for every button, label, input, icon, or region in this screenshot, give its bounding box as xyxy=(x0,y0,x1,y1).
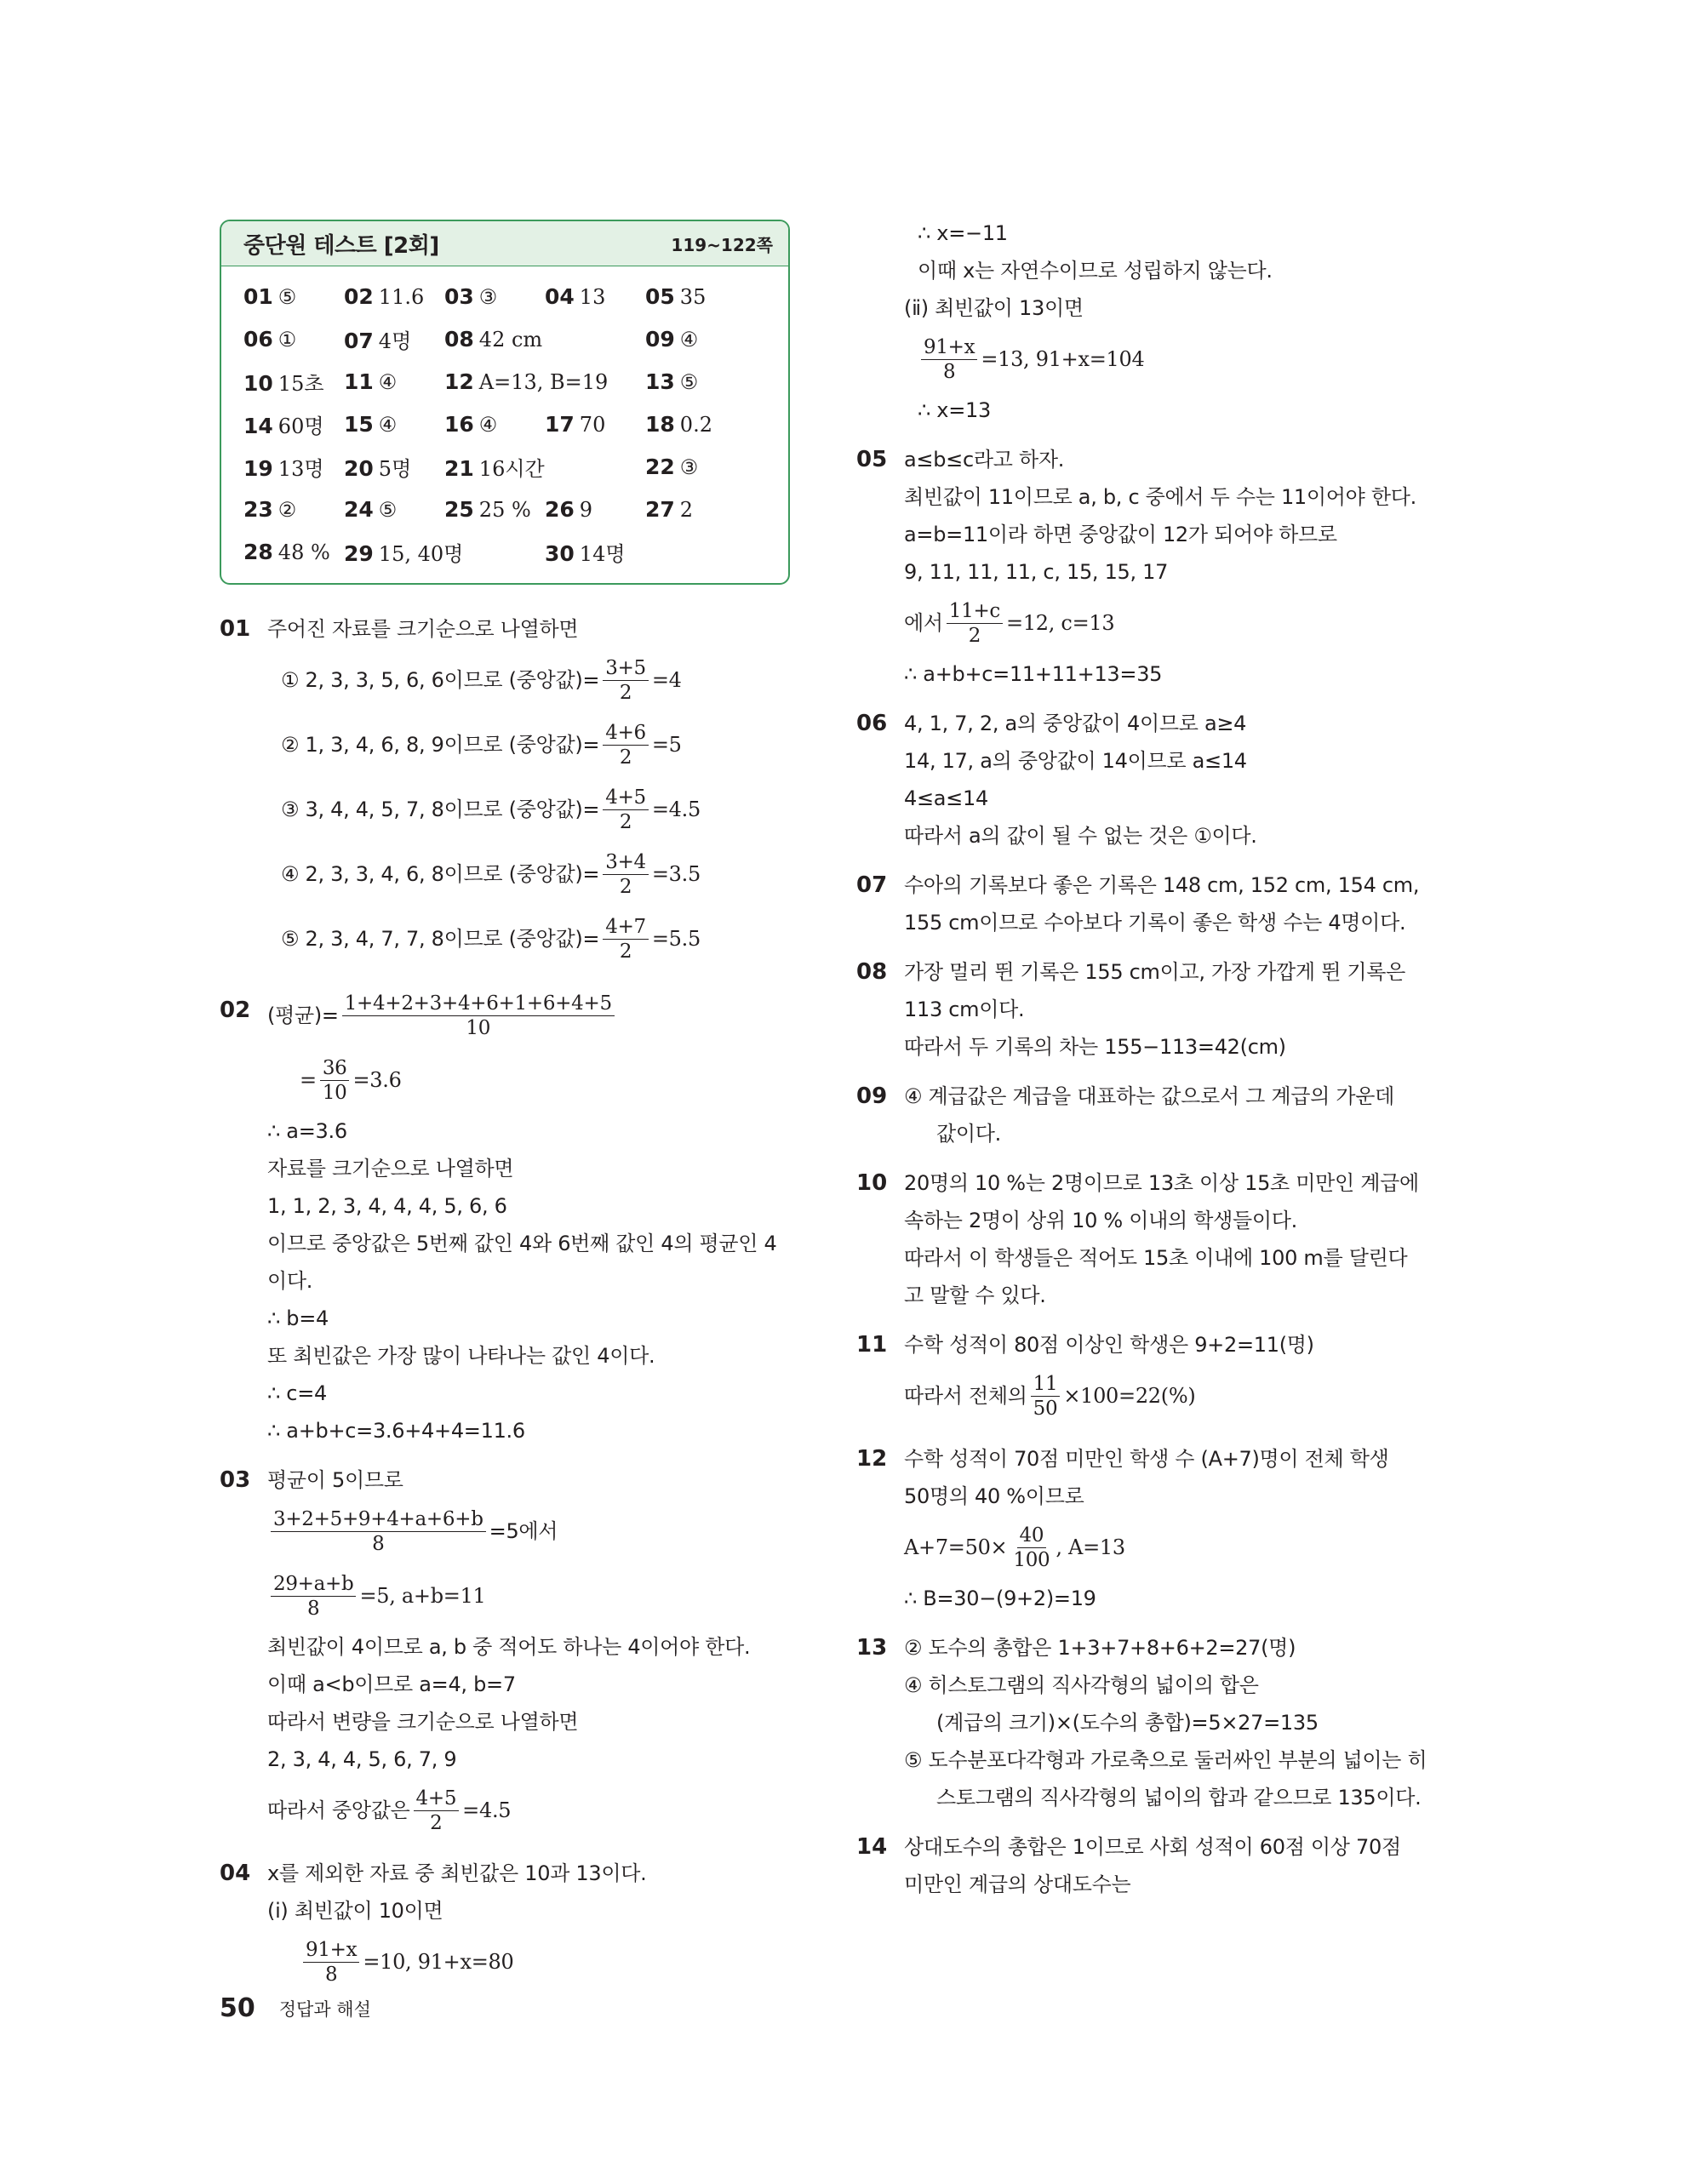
fraction xyxy=(947,599,1003,648)
formula-line xyxy=(267,648,798,712)
denominator: 2 xyxy=(619,681,632,704)
problem-number: 12 xyxy=(856,1446,888,1472)
formula-result: =10, 91+x=80 xyxy=(363,1950,514,1974)
answer-value: 15초 xyxy=(277,371,324,396)
text-line: ∴ b=4 xyxy=(267,1306,329,1330)
answer-number: 07 xyxy=(344,328,374,353)
text-line: 고 말할 수 있다. xyxy=(904,1284,1046,1307)
denominator: 2 xyxy=(430,1811,443,1834)
answer-cell xyxy=(243,540,344,564)
numerator: 91+x xyxy=(303,1938,359,1963)
answer-value: 13명 xyxy=(277,456,324,481)
numerator: 11+c xyxy=(947,599,1003,624)
text-line: 이다. xyxy=(267,1269,313,1293)
fraction xyxy=(342,992,615,1040)
text-line: 이때 x는 자연수이므로 성립하지 않는다. xyxy=(918,259,1273,283)
answer-cell xyxy=(645,497,746,522)
text-line: 최빈값이 4이므로 a, b 중 적어도 하나는 4이어야 한다. xyxy=(267,1635,751,1659)
answer-number: 29 xyxy=(344,540,374,566)
numerator: 3+5 xyxy=(603,656,649,681)
problem-body xyxy=(904,214,1444,429)
text-line: 수학 성적이 70점 미만인 학생 수 (A+7)명이 전체 학생 xyxy=(904,1447,1389,1471)
formula-line xyxy=(267,1499,798,1564)
answer-box-title: 중단원 테스트 [2회] xyxy=(243,232,439,259)
text-line: ∴ x=13 xyxy=(918,398,991,422)
fraction xyxy=(603,786,649,834)
formula-result: ×100=22(%) xyxy=(1063,1384,1196,1408)
denominator: 100 xyxy=(1013,1548,1050,1571)
answer-number: 09 xyxy=(645,326,675,352)
formula-prefix: ③ 3, 4, 4, 5, 7, 8이므로 (중앙값)= xyxy=(281,798,600,821)
problem-07 xyxy=(856,866,1444,941)
fraction xyxy=(271,1507,486,1556)
numerator: 29+a+b xyxy=(271,1572,356,1597)
page-number: 50 xyxy=(220,1993,255,2023)
answer-cell xyxy=(444,497,545,522)
problem-14 xyxy=(856,1828,1444,1903)
text-line: 4, 1, 7, 2, a의 중앙값이 4이므로 a≥4 xyxy=(904,712,1247,735)
denominator: 8 xyxy=(942,360,956,383)
text-line: 값이다. xyxy=(936,1122,1001,1146)
problem-11 xyxy=(856,1326,1444,1428)
answer-number: 24 xyxy=(344,496,374,522)
answer-number: 10 xyxy=(243,370,273,396)
answer-value: ⑤ xyxy=(679,369,699,394)
problem-09 xyxy=(856,1078,1444,1152)
problem-05 xyxy=(856,441,1444,693)
answer-cell xyxy=(645,327,746,352)
answer-row xyxy=(243,488,788,530)
text-line: 1, 1, 2, 3, 4, 4, 4, 5, 6, 6 xyxy=(267,1194,507,1218)
text-line: 2, 3, 4, 4, 5, 6, 7, 9 xyxy=(267,1747,457,1771)
numerator: 91+x xyxy=(921,335,977,360)
answer-value: ③ xyxy=(478,284,498,309)
answer-cell xyxy=(645,369,746,394)
answer-value: 16시간 xyxy=(478,456,545,481)
text-line: ④ 히스토그램의 직사각형의 넓이의 합은 xyxy=(904,1673,1259,1697)
answer-number: 25 xyxy=(444,496,474,522)
formula-result: =5에서 xyxy=(489,1519,558,1543)
problem-number: 04 xyxy=(220,1861,251,1886)
problem-number: 01 xyxy=(220,616,251,642)
answer-cell xyxy=(243,452,344,482)
fraction xyxy=(303,1938,359,1987)
denominator: 50 xyxy=(1033,1397,1058,1420)
problem-body xyxy=(904,1629,1444,1816)
formula-result: =4.5 xyxy=(651,798,701,821)
answer-value: 0.2 xyxy=(679,412,712,437)
answer-row xyxy=(243,360,788,403)
fraction xyxy=(1031,1372,1061,1421)
answer-cell xyxy=(444,284,545,309)
answer-row xyxy=(243,445,788,488)
text-line: 이때 a<b이므로 a=4, b=7 xyxy=(267,1672,516,1696)
formula-prefix: A+7=50× xyxy=(904,1535,1008,1559)
numerator: 3+2+5+9+4+a+6+b xyxy=(271,1507,486,1532)
formula-result: =3.6 xyxy=(352,1068,402,1092)
problem-number: 10 xyxy=(856,1170,888,1196)
formula-prefix: 따라서 중앙값은 xyxy=(267,1798,410,1822)
problem-body xyxy=(267,983,798,1449)
text-line: 4≤a≤14 xyxy=(904,786,988,810)
answer-number: 01 xyxy=(243,283,273,309)
p05-lines xyxy=(904,441,1444,591)
text-line: a=b=11이라 하면 중앙값이 12가 되어야 하므로 xyxy=(904,523,1337,546)
answer-value: 25 % xyxy=(478,497,531,522)
answer-cell xyxy=(545,284,645,309)
text-line: ∴ a+b+c=3.6+4+4=11.6 xyxy=(267,1419,525,1443)
answer-number: 04 xyxy=(545,283,575,309)
fraction xyxy=(603,656,649,705)
answer-cell xyxy=(645,455,746,479)
problem-body xyxy=(904,953,1444,1066)
answer-number: 14 xyxy=(243,413,273,438)
fraction xyxy=(603,915,649,963)
formula-result: =12, c=13 xyxy=(1006,611,1115,635)
text-line: 155 cm이므로 수아보다 기록이 좋은 학생 수는 4명이다. xyxy=(904,911,1406,935)
answer-number: 05 xyxy=(645,283,675,309)
text-line: 이므로 중앙값은 5번째 값인 4와 6번째 값인 4의 평균인 4 xyxy=(267,1232,777,1255)
footer-label: 정답과 해설 xyxy=(278,1998,371,2020)
answer-row xyxy=(243,403,788,445)
answer-row xyxy=(243,317,788,360)
denominator: 2 xyxy=(619,746,632,769)
answer-number: 03 xyxy=(444,283,474,309)
formula-line xyxy=(904,327,1444,392)
text-line: 수학 성적이 80점 이상인 학생은 9+2=11(명) xyxy=(904,1333,1314,1357)
answer-value: ② xyxy=(277,497,297,522)
problem-body xyxy=(904,1326,1444,1428)
answer-value: 14명 xyxy=(579,541,626,566)
text-line: 20명의 10 %는 2명이므로 13초 이상 15초 미만인 계급에 xyxy=(904,1171,1419,1195)
answer-box-pages: 119~122쪽 xyxy=(671,234,773,255)
problem-04 xyxy=(220,1855,798,1994)
right-simple-group-2 xyxy=(856,1629,1444,1903)
answer-cell xyxy=(243,327,344,352)
answer-value: ④ xyxy=(378,412,398,437)
formula-prefix: ④ 2, 3, 3, 4, 6, 8이므로 (중앙값)= xyxy=(281,862,600,886)
answer-cell xyxy=(243,367,344,397)
formula-line xyxy=(267,1778,798,1843)
formula-result: =13, 91+x=104 xyxy=(981,347,1145,371)
numerator: 1+4+2+3+4+6+1+6+4+5 xyxy=(342,992,615,1016)
answer-cell xyxy=(645,412,746,437)
answer-box-header xyxy=(221,221,788,266)
answer-value: 15, 40명 xyxy=(378,541,464,566)
answer-number: 06 xyxy=(243,326,273,352)
problem-12 xyxy=(856,1440,1444,1617)
text-line: ∴ B=30−(9+2)=19 xyxy=(904,1587,1096,1610)
problem-03 xyxy=(220,1461,798,1843)
answer-value: 4명 xyxy=(378,329,412,353)
answer-number: 27 xyxy=(645,496,675,522)
p01-items xyxy=(267,648,798,971)
numerator: 4+6 xyxy=(603,721,649,746)
problem-number: 07 xyxy=(856,872,888,898)
formula-line xyxy=(904,1364,1444,1428)
answer-row xyxy=(243,530,788,573)
answer-value: 13 xyxy=(579,284,606,309)
formula-result: , A=13 xyxy=(1056,1535,1125,1559)
formula-line xyxy=(267,1930,798,1994)
answer-cell xyxy=(243,497,344,522)
answer-number: 28 xyxy=(243,539,273,564)
denominator: 2 xyxy=(619,810,632,833)
denominator: 8 xyxy=(307,1597,320,1620)
denominator: 2 xyxy=(619,875,632,898)
formula-result: =4.5 xyxy=(462,1798,512,1822)
text-line: 따라서 두 기록의 차는 155−113=42(cm) xyxy=(904,1035,1286,1059)
answer-value: ⑤ xyxy=(277,284,297,309)
text-line: ∴ c=4 xyxy=(267,1381,327,1405)
text-line: 가장 멀리 뛴 기록은 155 cm이고, 가장 가깝게 뛴 기록은 xyxy=(904,960,1405,984)
answer-cell xyxy=(545,537,645,567)
formula-line xyxy=(267,842,798,906)
problem-number: 11 xyxy=(856,1332,888,1358)
answer-number: 12 xyxy=(444,369,474,394)
formula-prefix: (평균)= xyxy=(267,1003,339,1027)
numerator: 40 xyxy=(1017,1524,1047,1548)
problem-number: 13 xyxy=(856,1635,888,1661)
text-line: 따라서 a의 값이 될 수 없는 것은 ①이다. xyxy=(904,824,1257,848)
formula-prefix: 에서 xyxy=(904,611,943,635)
formula-result: =5 xyxy=(651,733,682,757)
problem-body xyxy=(904,1078,1444,1152)
answer-cell xyxy=(545,497,645,522)
text-line: 최빈값이 11이므로 a, b, c 중에서 두 수는 11이어야 한다. xyxy=(904,485,1416,509)
text-line: 속하는 2명이 상위 10 % 이내의 학생들이다. xyxy=(904,1209,1297,1232)
numerator: 4+5 xyxy=(603,786,649,810)
answer-cell xyxy=(344,537,464,567)
text-line: 자료를 크기순으로 나열하면 xyxy=(267,1157,514,1181)
formula-line xyxy=(267,1048,798,1112)
numerator: 3+4 xyxy=(603,850,649,875)
text-line: 상대도수의 총합은 1이므로 사회 성적이 60점 이상 70점 xyxy=(904,1835,1401,1859)
text-line: 50명의 40 %이므로 xyxy=(904,1484,1084,1508)
text-line: ∴ x=−11 xyxy=(918,221,1008,245)
answer-number: 17 xyxy=(545,411,575,437)
answer-value: 11.6 xyxy=(378,284,425,309)
formula-line xyxy=(904,591,1444,655)
problem-number: 06 xyxy=(856,711,888,736)
answer-cell xyxy=(645,284,746,309)
answer-value: ③ xyxy=(679,455,699,479)
answer-value: ① xyxy=(277,327,297,352)
denominator: 10 xyxy=(466,1016,491,1039)
formula-prefix: ⑤ 2, 3, 4, 7, 7, 8이므로 (중앙값)= xyxy=(281,927,600,951)
formula-prefix: = xyxy=(300,1068,317,1092)
answer-number: 30 xyxy=(545,540,575,566)
formula-line xyxy=(904,1515,1444,1580)
formula-result: =4 xyxy=(651,668,682,692)
text-line: 평균이 5이므로 xyxy=(267,1468,403,1492)
formula-result: =5.5 xyxy=(651,927,701,951)
fraction xyxy=(921,335,977,384)
text-line: (ⅰ) 최빈값이 10이면 xyxy=(267,1899,443,1923)
fraction xyxy=(414,1787,460,1835)
text-line: ∴ a=3.6 xyxy=(267,1119,347,1143)
answer-number: 21 xyxy=(444,455,474,481)
page-footer xyxy=(220,1993,371,2023)
denominator: 2 xyxy=(968,624,981,647)
problem-body xyxy=(904,705,1444,855)
problem-number: 08 xyxy=(856,959,888,985)
fraction xyxy=(603,721,649,769)
numerator: 4+7 xyxy=(603,915,649,940)
answer-number: 11 xyxy=(344,369,374,394)
fraction xyxy=(1010,1524,1052,1572)
right-column xyxy=(856,214,1444,1915)
problem-10 xyxy=(856,1164,1444,1314)
text-line: ② 도수의 총합은 1+3+7+8+6+2=27(명) xyxy=(904,1636,1296,1660)
problem-body xyxy=(267,1855,798,1994)
answer-number: 15 xyxy=(344,411,374,437)
answer-cell xyxy=(344,452,444,482)
answer-number: 22 xyxy=(645,454,675,479)
answer-value: 9 xyxy=(579,497,593,522)
formula-line xyxy=(267,1564,798,1628)
answer-number: 19 xyxy=(243,455,273,481)
formula-result: =3.5 xyxy=(651,862,701,886)
problem-number: 14 xyxy=(856,1834,888,1860)
answer-value: 35 xyxy=(679,284,707,309)
text-line: 9, 11, 11, 11, c, 15, 15, 17 xyxy=(904,560,1169,584)
text-line: a≤b≤c라고 하자. xyxy=(904,448,1065,472)
formula-prefix: 따라서 전체의 xyxy=(904,1384,1027,1408)
problem-body xyxy=(267,610,798,971)
answer-number: 23 xyxy=(243,496,273,522)
denominator: 8 xyxy=(372,1532,385,1555)
answer-cell xyxy=(344,369,444,394)
answer-cell xyxy=(344,412,444,437)
denominator: 10 xyxy=(322,1081,347,1104)
text-line: 113 cm이다. xyxy=(904,998,1025,1021)
formula-prefix: ① 2, 3, 3, 5, 6, 6이므로 (중앙값)= xyxy=(281,668,600,692)
text-line: x를 제외한 자료 중 최빈값은 10과 13이다. xyxy=(267,1861,647,1885)
problem-number: 03 xyxy=(220,1467,251,1493)
formula-line xyxy=(267,983,798,1048)
problem-body xyxy=(904,441,1444,693)
fraction xyxy=(603,850,649,899)
problem-body xyxy=(267,1461,798,1843)
text-line: (계급의 크기)×(도수의 총합)=5×27=135 xyxy=(936,1711,1319,1735)
answer-cell xyxy=(444,452,545,482)
answer-value: ④ xyxy=(679,327,699,352)
text-line: 스토그램의 직사각형의 넓이의 합과 같으므로 135이다. xyxy=(936,1786,1422,1810)
problem-number: 05 xyxy=(856,447,888,472)
denominator: 8 xyxy=(324,1963,338,1986)
answer-grid xyxy=(221,266,788,583)
answer-cell xyxy=(444,327,545,352)
answer-number: 13 xyxy=(645,369,675,394)
numerator: 11 xyxy=(1031,1372,1061,1397)
problem-01 xyxy=(220,610,798,971)
answer-number: 08 xyxy=(444,326,474,352)
answer-value: 48 % xyxy=(277,540,330,564)
formula-line xyxy=(267,906,798,971)
text-line: (ⅱ) 최빈값이 13이면 xyxy=(904,296,1084,320)
formula-line xyxy=(267,712,798,777)
problem-body xyxy=(904,1828,1444,1903)
numerator: 4+5 xyxy=(414,1787,460,1811)
left-column xyxy=(220,220,798,2006)
text-line: 따라서 변량을 크기순으로 나열하면 xyxy=(267,1710,579,1734)
denominator: 2 xyxy=(619,940,632,963)
text-line: ⑤ 도수분포다각형과 가로축으로 둘러싸인 부분의 넓이는 히 xyxy=(904,1748,1427,1772)
answer-number: 02 xyxy=(344,283,374,309)
text-line: 따라서 이 학생들은 적어도 15초 이내에 100 m를 달린다 xyxy=(904,1246,1408,1270)
formula-line xyxy=(267,777,798,842)
answer-number: 20 xyxy=(344,455,374,481)
answer-value: A=13, B=19 xyxy=(478,369,609,394)
text-line: ④ 계급값은 계급을 대표하는 값으로서 그 계급의 가운데 xyxy=(904,1084,1394,1108)
answer-value: 5명 xyxy=(378,456,412,481)
answer-number: 16 xyxy=(444,411,474,437)
answer-cell xyxy=(243,409,344,439)
answer-cell xyxy=(344,324,444,354)
answer-cell xyxy=(344,497,444,522)
text-line: 미만인 계급의 상대도수는 xyxy=(904,1872,1131,1896)
answer-value: ⑤ xyxy=(378,497,398,522)
answer-row xyxy=(243,275,788,317)
problem-13 xyxy=(856,1629,1444,1816)
problem-08 xyxy=(856,953,1444,1066)
answer-value: 70 xyxy=(579,412,606,437)
numerator: 36 xyxy=(320,1056,350,1081)
text-line: 수아의 기록보다 좋은 기록은 148 cm, 152 cm, 154 cm, xyxy=(904,873,1420,897)
problem-body xyxy=(904,1440,1444,1617)
answer-number: 18 xyxy=(645,411,675,437)
text-line: ∴ a+b+c=11+11+13=35 xyxy=(904,662,1163,686)
answer-box xyxy=(220,220,790,585)
answer-value: 42 cm xyxy=(478,327,543,352)
problem-body xyxy=(904,1164,1444,1314)
text-line: 주어진 자료를 크기순으로 나열하면 xyxy=(267,617,579,641)
formula-prefix: ② 1, 3, 4, 6, 8, 9이므로 (중앙값)= xyxy=(281,733,600,757)
answer-value: 2 xyxy=(679,497,694,522)
formula-result: =5, a+b=11 xyxy=(359,1584,486,1608)
answer-value: 60명 xyxy=(277,414,324,438)
fraction xyxy=(320,1056,350,1105)
text-line: 14, 17, a의 중앙값이 14이므로 a≤14 xyxy=(904,749,1247,773)
problem-number-empty xyxy=(856,214,904,429)
text-line: 또 최빈값은 가장 많이 나타나는 값인 4이다. xyxy=(267,1344,655,1368)
answer-value: ④ xyxy=(478,412,498,437)
answer-cell xyxy=(444,412,545,437)
right-simple-group-1 xyxy=(856,705,1444,1314)
fraction xyxy=(271,1572,356,1621)
answer-cell xyxy=(243,284,344,309)
answer-number: 26 xyxy=(545,496,575,522)
problem-04-continued xyxy=(856,214,1444,429)
answer-cell xyxy=(545,412,645,437)
problem-06 xyxy=(856,705,1444,855)
p03-lines xyxy=(267,1628,798,1778)
problem-02 xyxy=(220,983,798,1449)
problem-number: 02 xyxy=(220,998,251,1023)
answer-value: ④ xyxy=(378,369,398,394)
p02-lines xyxy=(267,1112,798,1449)
answer-cell xyxy=(444,369,609,394)
answer-cell xyxy=(344,284,444,309)
problem-body xyxy=(904,866,1444,941)
problem-number: 09 xyxy=(856,1083,888,1109)
